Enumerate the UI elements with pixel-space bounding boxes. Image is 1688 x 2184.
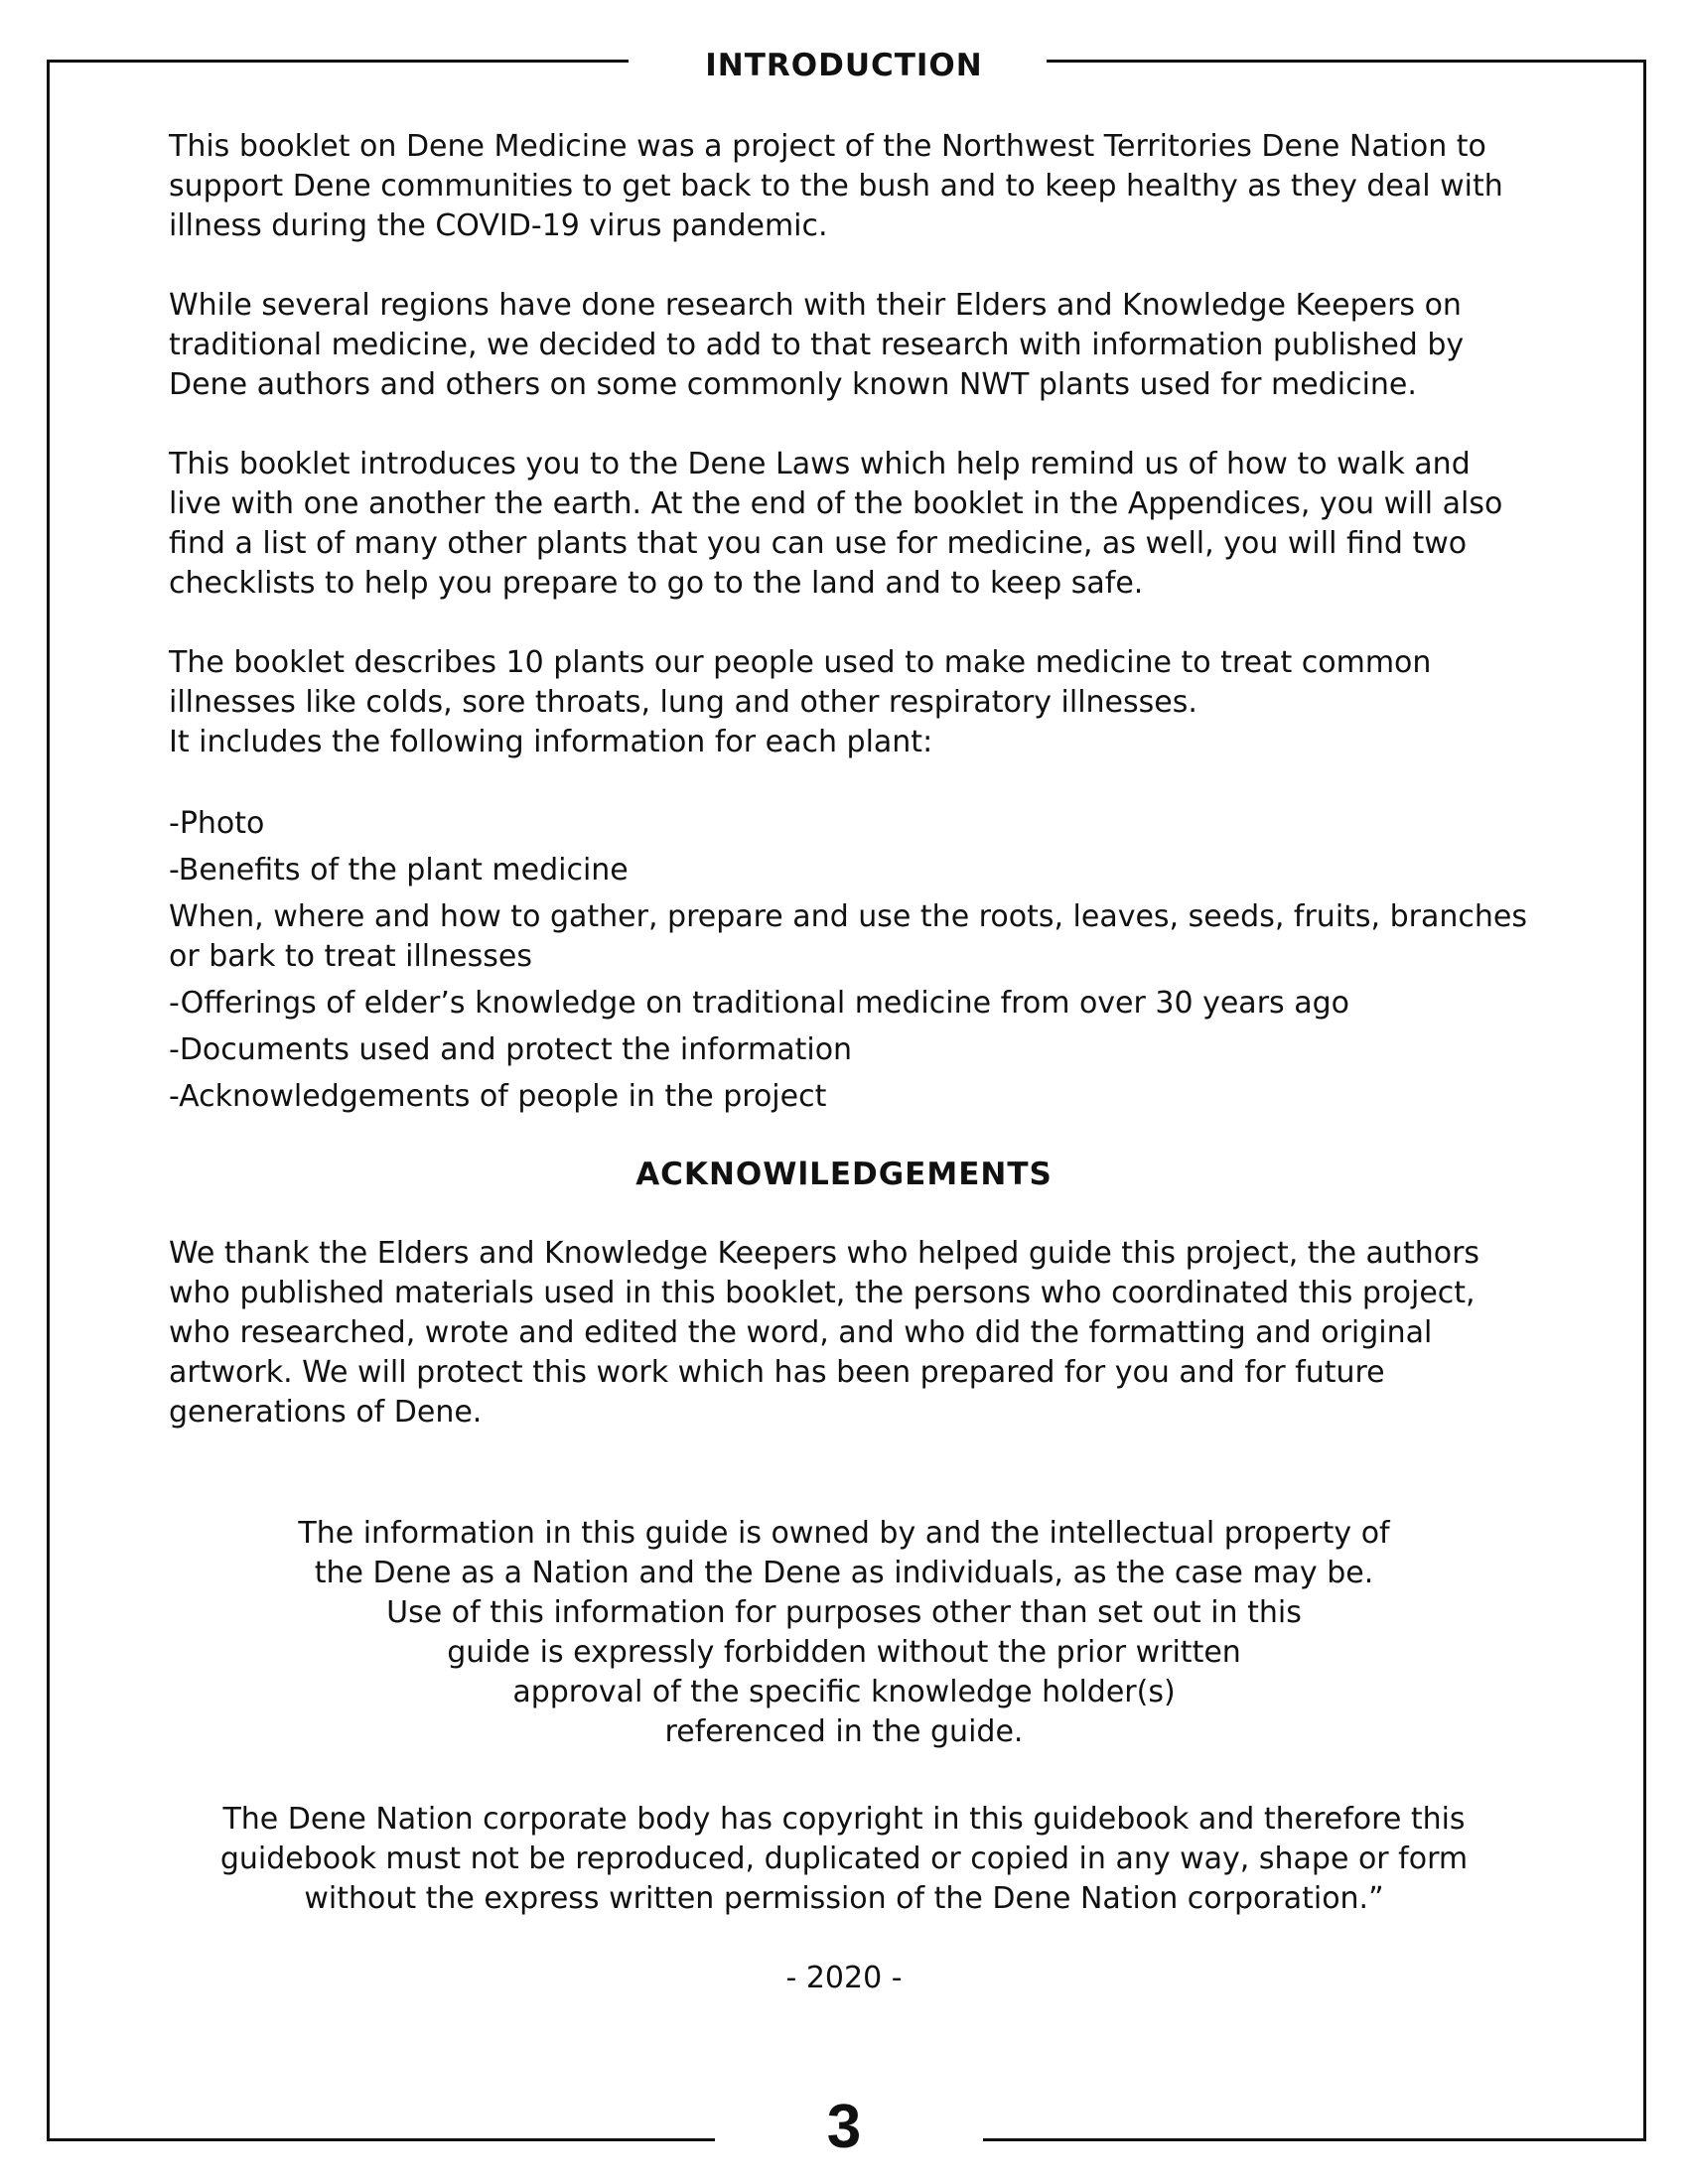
ownership-notice-line: Use of this information for purposes other than set out in this bbox=[386, 1595, 1302, 1630]
list-item: When, where and how to gather, prepare and use the roots, leaves, seeds, fruits, branches or bark to treat illnesses bbox=[169, 899, 1527, 974]
list-item: -Photo bbox=[169, 806, 265, 841]
ownership-notice bbox=[149, 1514, 1539, 1752]
intro-paragraph-4-line-1: The booklet describes 10 plants our people used to make medicine to treat common illnesses like colds, sore throats, lung and other respiratory illnesses. bbox=[169, 645, 1432, 720]
intro-paragraph-3-text: This booklet introduces you to the Dene Laws which help remind us of how to walk and live with one another the earth. At the end of the booklet in the Appendices, you will also find a list of many other plants that you can use for medicine, as well, you will find two checklists to help you prepare to go to the land and to keep safe. bbox=[169, 447, 1503, 601]
ownership-notice-line: the Dene as a Nation and the Dene as individuals, as the case may be. bbox=[314, 1556, 1374, 1590]
page-number: 3 bbox=[826, 2093, 862, 2161]
ownership-notice-line: referenced in the guide. bbox=[664, 1714, 1024, 1749]
frame-right-rule bbox=[1643, 60, 1646, 2141]
intro-paragraph-3 bbox=[169, 445, 1529, 604]
copyright-notice-line: The Dene Nation corporate body has copyright in this guidebook and therefore this bbox=[222, 1802, 1466, 1837]
intro-paragraph-2-text: While several regions have done research with their Elders and Knowledge Keepers on traditional medicine, we decided to add to that research with information published by Dene authors and others on some commonly known NWT plants used for medicine. bbox=[169, 288, 1465, 402]
ownership-notice-line: approval of the specific knowledge holder(s) bbox=[512, 1675, 1176, 1709]
copyright-notice bbox=[149, 1800, 1539, 1919]
acknowledgements-text: We thank the Elders and Knowledge Keepers who helped guide this project, the authors who published materials used in this booklet, the persons who coordinated this project, who researched, wrote and edited the word, and who did the formatting and original artwork. We will protect this work which has been prepared for you and for future generations of Dene. bbox=[169, 1236, 1480, 1430]
plant-information-list bbox=[169, 804, 1529, 1124]
copyright-notice-line: guidebook must not be reproduced, duplicated or copied in any way, shape or form bbox=[219, 1842, 1469, 1876]
intro-paragraph-2 bbox=[169, 286, 1529, 405]
list-item: -Benefits of the plant medicine bbox=[169, 853, 629, 887]
intro-paragraph-1-text: This booklet on Dene Medicine was a project of the Northwest Territories Dene Nation to support Dene communities to get back to the bush and to keep healthy as they deal with illness during the COVID-19 virus pandemic. bbox=[169, 129, 1503, 243]
list-item: -Acknowledgements of people in the project bbox=[169, 1079, 827, 1114]
acknowledgements-body bbox=[169, 1234, 1529, 1433]
publication-year: - 2020 - bbox=[785, 1961, 903, 1995]
copyright-notice-line: without the express written permission of the Dene Nation corporation.” bbox=[304, 1881, 1384, 1916]
intro-paragraph-1 bbox=[169, 127, 1529, 246]
ownership-notice-line: guide is expressly forbidden without the prior written bbox=[447, 1635, 1241, 1670]
intro-paragraph-4-line-2: It includes the following information for each plant: bbox=[169, 725, 933, 759]
frame-left-rule bbox=[47, 60, 50, 2141]
ownership-notice-line: The information in this guide is owned by and the intellectual property of bbox=[298, 1516, 1390, 1551]
intro-paragraph-4 bbox=[169, 643, 1529, 762]
introduction-heading: INTRODUCTION bbox=[705, 48, 983, 83]
acknowledgements-heading: ACKNOWlLEDGEMENTS bbox=[635, 1157, 1053, 1192]
list-item: -Offerings of elder’s knowledge on traditional medicine from over 30 years ago bbox=[169, 986, 1349, 1021]
list-item: -Documents used and protect the information bbox=[169, 1032, 853, 1067]
